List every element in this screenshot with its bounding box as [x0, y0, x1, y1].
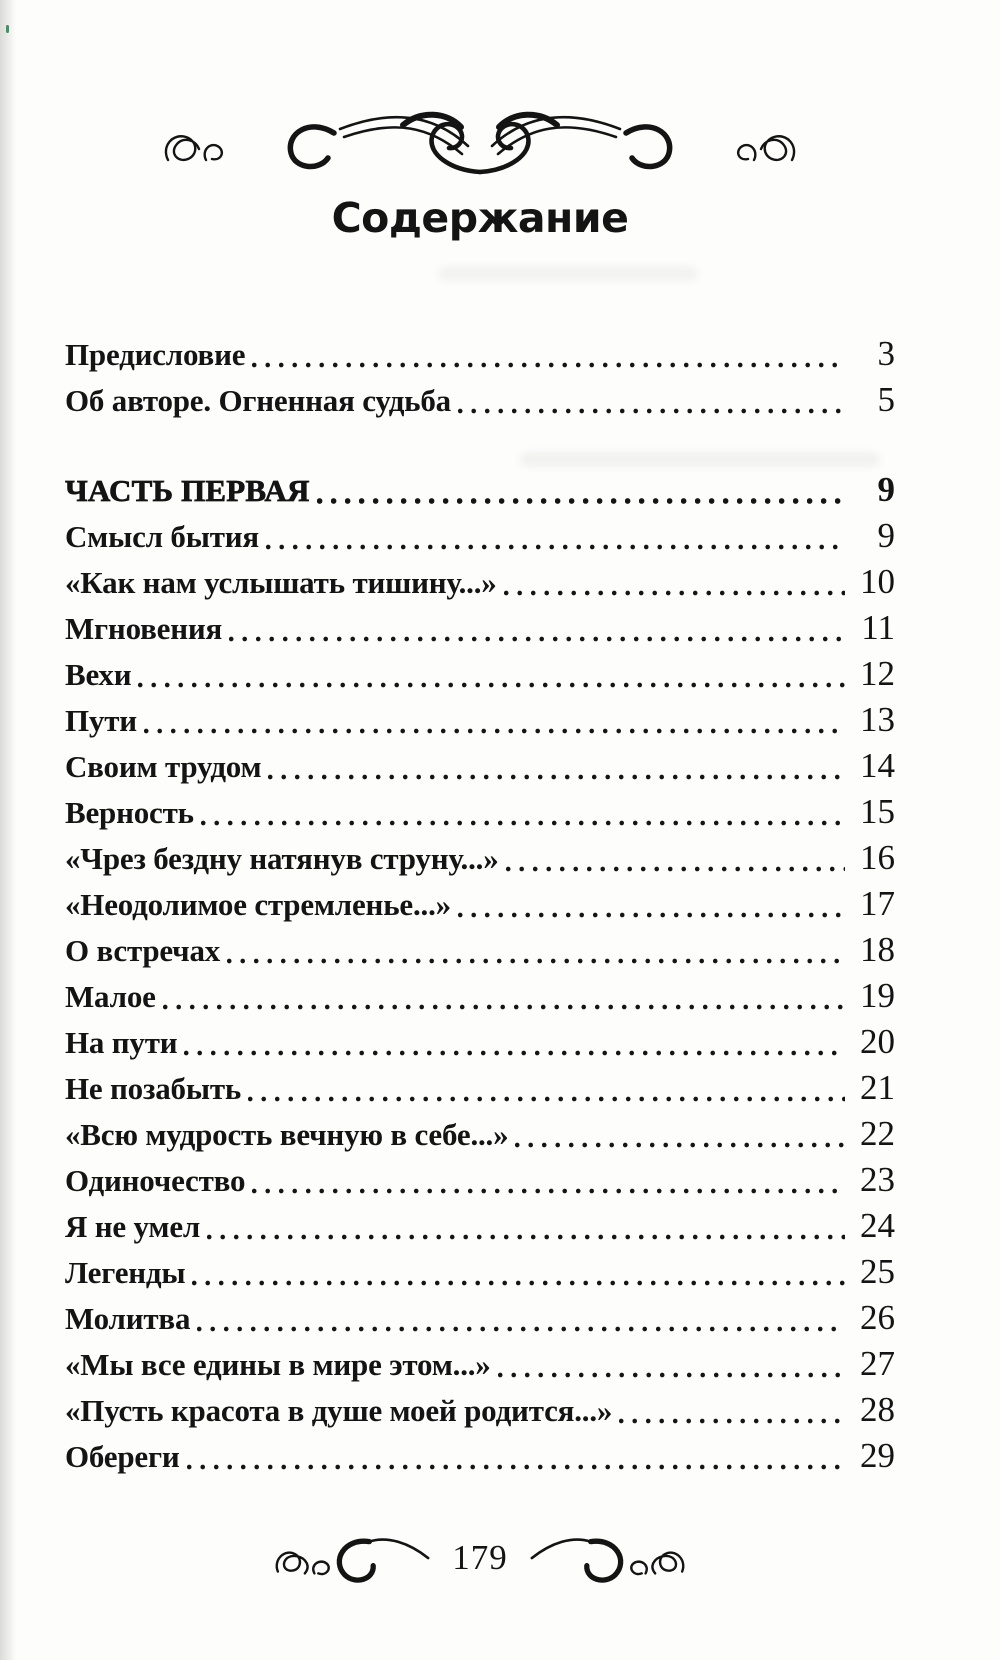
dot-leader	[225, 927, 845, 973]
toc-entry-label: «Чрез бездну натянув струну...»	[65, 841, 499, 876]
toc-row	[65, 1249, 895, 1295]
toc-row	[65, 1203, 895, 1249]
toc-row	[65, 331, 895, 377]
toc-row	[65, 513, 895, 559]
dot-leader	[142, 697, 845, 743]
toc-entry-label: Мгновения	[65, 611, 223, 646]
toc-entry-page: 19	[860, 976, 895, 1015]
toc-row	[65, 1065, 895, 1111]
toc-row	[65, 743, 895, 789]
dot-leader	[456, 881, 845, 927]
toc-row	[65, 651, 895, 697]
toc-row	[65, 697, 895, 743]
toc-entry-label: Молитва	[65, 1301, 191, 1336]
dot-leader	[195, 1295, 845, 1341]
toc-row	[65, 1387, 895, 1433]
toc-entry-label: Пути	[65, 703, 137, 738]
toc-entry-page: 20	[860, 1022, 895, 1061]
dot-leader	[246, 1065, 845, 1111]
dot-leader	[182, 1019, 845, 1065]
toc-row	[65, 377, 895, 423]
toc-entry-page: 21	[860, 1068, 895, 1107]
toc-entry-page: 10	[860, 562, 895, 601]
footer-flourish-right-icon	[524, 1532, 692, 1584]
dot-leader	[185, 1433, 845, 1479]
toc-entry-label: Легенды	[65, 1255, 186, 1290]
toc-entry-page: 13	[860, 700, 895, 739]
page-title: Содержание	[331, 194, 629, 242]
toc-entry-page: 17	[860, 884, 895, 923]
dot-leader	[502, 559, 845, 605]
dot-leader	[161, 973, 845, 1019]
dot-leader	[250, 1157, 845, 1203]
toc-row	[65, 1157, 895, 1203]
dot-leader	[199, 789, 845, 835]
toc-entry-page: 27	[860, 1344, 895, 1383]
header-flourish-icon	[158, 106, 802, 184]
toc-entry-label: Смысл бытия	[65, 519, 259, 554]
toc-entry-page: 28	[860, 1390, 895, 1429]
toc-entry-page: 9	[877, 470, 895, 509]
toc-entry-page: 18	[860, 930, 895, 969]
dot-leader	[250, 331, 845, 377]
toc-entry-page: 25	[860, 1252, 895, 1291]
toc-entry-label: «Пусть красота в душе моей родится...»	[65, 1393, 613, 1428]
toc-row	[65, 881, 895, 927]
toc-entry-label: На пути	[65, 1025, 178, 1060]
toc-entry-label: «Неодолимое стремленье...»	[65, 887, 451, 922]
dot-leader	[496, 1341, 845, 1387]
toc-entry-label: О встречах	[65, 933, 221, 968]
toc-row	[65, 973, 895, 1019]
page-footer	[65, 1528, 895, 1588]
dot-leader	[266, 743, 845, 789]
toc-entry-page: 3	[877, 334, 895, 373]
toc-row	[65, 1295, 895, 1341]
toc-row	[65, 835, 895, 881]
dot-leader	[456, 377, 845, 423]
toc-entry-label: Я не умел	[65, 1209, 201, 1244]
toc-entry-page: 15	[860, 792, 895, 831]
dot-leader	[513, 1111, 845, 1157]
toc-entry-label: Верность	[65, 795, 194, 830]
toc-row	[65, 789, 895, 835]
dot-leader	[264, 513, 845, 559]
toc-entry-label: «Всю мудрость вечную в себе...»	[65, 1117, 509, 1152]
dot-leader	[315, 467, 845, 513]
toc-entry-label: Предисловие	[65, 337, 246, 372]
toc-entry-page: 26	[860, 1298, 895, 1337]
footer-flourish-left-icon	[268, 1532, 436, 1584]
toc-entry-page: 22	[860, 1114, 895, 1153]
dot-leader	[617, 1387, 845, 1433]
dot-leader	[205, 1203, 845, 1249]
toc-row	[65, 467, 895, 513]
toc-entry-page: 24	[860, 1206, 895, 1245]
toc-row	[65, 1111, 895, 1157]
toc-entry-page: 23	[860, 1160, 895, 1199]
toc-entry-label: Малое	[65, 979, 156, 1014]
toc-list	[65, 331, 895, 1479]
toc-entry-page: 5	[877, 380, 895, 419]
scan-artifact-speck	[6, 25, 9, 33]
page-left-edge-shadow	[0, 0, 16, 1660]
toc-entry-label: «Мы все едины в мире этом...»	[65, 1347, 491, 1382]
dot-leader	[190, 1249, 845, 1295]
toc-entry-label: Обереги	[65, 1439, 180, 1474]
toc-entry-page: 12	[860, 654, 895, 693]
toc-entry-page: 16	[860, 838, 895, 877]
toc-entry-label: Не позабыть	[65, 1071, 242, 1106]
toc-row	[65, 559, 895, 605]
toc-row	[65, 1341, 895, 1387]
toc-entry-page: 29	[860, 1436, 895, 1475]
toc-entry-page: 9	[877, 516, 895, 555]
toc-row	[65, 1433, 895, 1479]
toc-entry-label: Вехи	[65, 657, 132, 692]
toc-entry-label: Своим трудом	[65, 749, 262, 784]
toc-entry-page: 11	[861, 608, 895, 647]
dot-leader	[136, 651, 845, 697]
toc-entry-label: «Как нам услышать тишину...»	[65, 565, 497, 600]
dot-leader	[227, 605, 845, 651]
toc-entry-label: Об авторе. Огненная судьба	[65, 383, 451, 418]
toc-entry-page: 14	[860, 746, 895, 785]
toc-row	[65, 927, 895, 973]
page-number: 179	[452, 1538, 508, 1577]
toc-row	[65, 605, 895, 651]
show-through-smudge	[438, 266, 698, 281]
toc-entry-label: Одиночество	[65, 1163, 246, 1198]
toc-row	[65, 1019, 895, 1065]
dot-leader	[504, 835, 845, 881]
toc-entry-label: ЧАСТЬ ПЕРВАЯ	[65, 473, 310, 508]
